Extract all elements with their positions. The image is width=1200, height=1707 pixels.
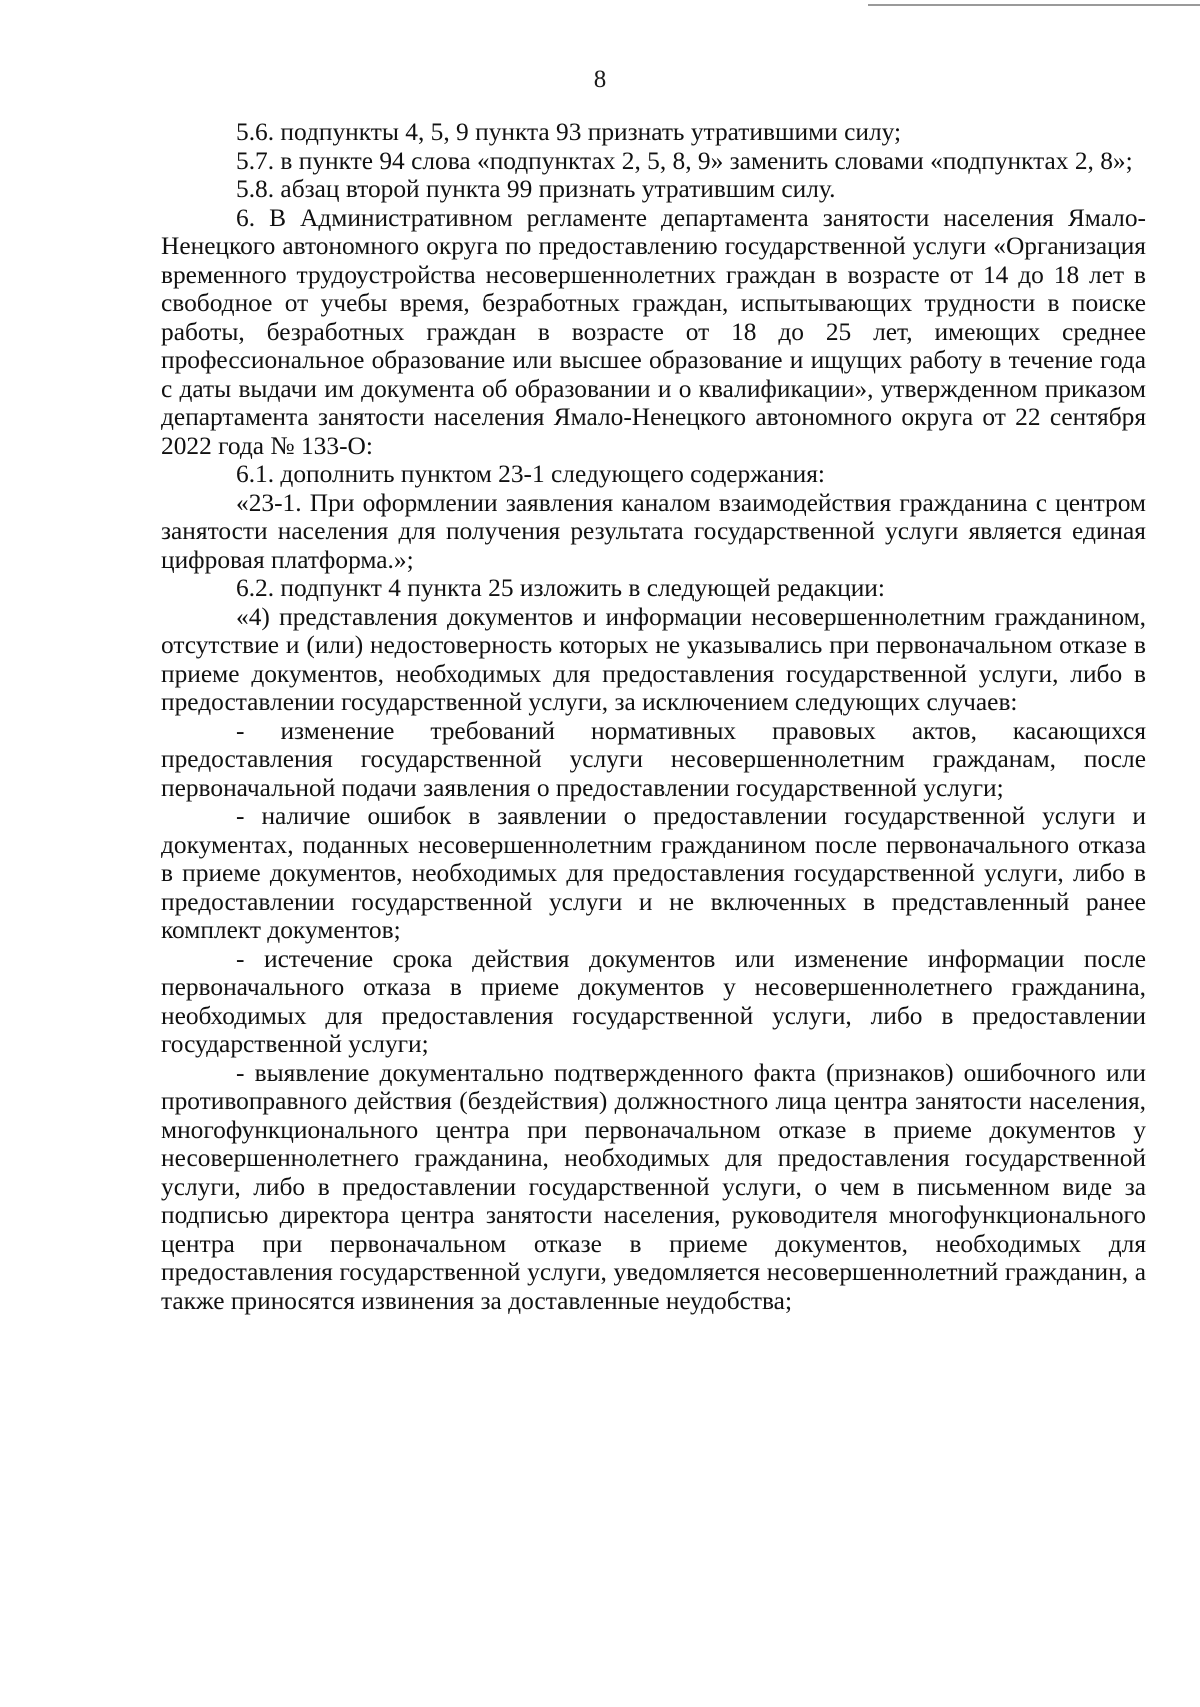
paragraph-5-7: 5.7. в пункте 94 слова «подпунктах 2, 5, 8, 9» заменить словами «подпунктах 2, 8»; — [236, 146, 1133, 175]
list-item-application-errors: - наличие ошибок в заявлении о предоставлении государственной услуги и документах, поданных несовершеннолетним гражданином после первоначального отказа в приеме документов, необходимых для предоставления государственной услуги, либо в предоставлении государственной услуги и не включенных в представленный ранее комплект документов; — [161, 802, 1146, 944]
page-number: 8 — [593, 66, 607, 93]
list-item-requirements-change: - изменение требований нормативных правовых актов, касающихся предоставления государственной услуги несовершеннолетним гражданам, после первоначальной подачи заявления о предоставлении государственной услуги; — [161, 716, 1146, 802]
scan-edge-line — [868, 4, 1200, 6]
paragraph-subitem-4: «4) представления документов и информации несовершеннолетним гражданином, отсутствие и (или) недостоверность которых не указывались при первоначальном отказе в приеме документов, необходимых для предоставления государственной услуги, либо в предоставлении государственной услуги, за исключением следующих случаев: — [161, 602, 1146, 716]
paragraph-6-2: 6.2. подпункт 4 пункта 25 изложить в следующей редакции: — [236, 574, 885, 602]
paragraph-5-8: 5.8. абзац второй пункта 99 признать утратившим силу. — [236, 175, 836, 203]
paragraph-23-1: «23-1. При оформлении заявления каналом взаимодействия гражданина с центром занятости населения для получения результата государственной услуги является единая цифровая платформа.»; — [161, 488, 1146, 574]
paragraph-6-1: 6.1. дополнить пунктом 23-1 следующего содержания: — [236, 460, 825, 488]
document-body — [161, 118, 1146, 1315]
paragraph-6: 6. В Административном регламенте департамента занятости населения Ямало-Ненецкого автономного округа по предоставлению государственной услуги «Организация временного трудоустройства несовершеннолетних граждан в возрасте от 14 до 18 лет в свободное от учебы время, безработных граждан, испытывающих трудности в поиске работы, безработных граждан в возрасте от 18 до 25 лет, имеющих среднее профессиональное образование или высшее образование и ищущих работу в течение года с даты выдачи им документа об образовании и о квалификации», утвержденном приказом департамента занятости населения Ямало-Ненецкого автономного округа от 22 сентября 2022 года № 133-О: — [161, 203, 1146, 460]
list-item-documents-expiry: - истечение срока действия документов или изменение информации после первоначального отказа в приеме документов у несовершеннолетнего гражданина, необходимых для предоставления государственной услуги, либо в предоставлении государственной услуги; — [161, 944, 1146, 1058]
paragraph-5-6: 5.6. подпункты 4, 5, 9 пункта 93 признать утратившими силу; — [236, 118, 902, 146]
list-item-official-error: - выявление документально подтвержденного факта (признаков) ошибочного или противоправного действия (бездействия) должностного лица центра занятости населения, многофункционального центра при первоначальном отказе в приеме документов у несовершеннолетнего гражданина, необходимых для предоставления государственной услуги, либо в предоставлении государственной услуги, о чем в письменном виде за подписью директора центра занятости населения, руководителя многофункционального центра при первоначальном отказе в приеме документов, необходимых для предоставления государственной услуги, уведомляется несовершеннолетний гражданин, а также приносятся извинения за доставленные неудобства; — [161, 1058, 1146, 1315]
